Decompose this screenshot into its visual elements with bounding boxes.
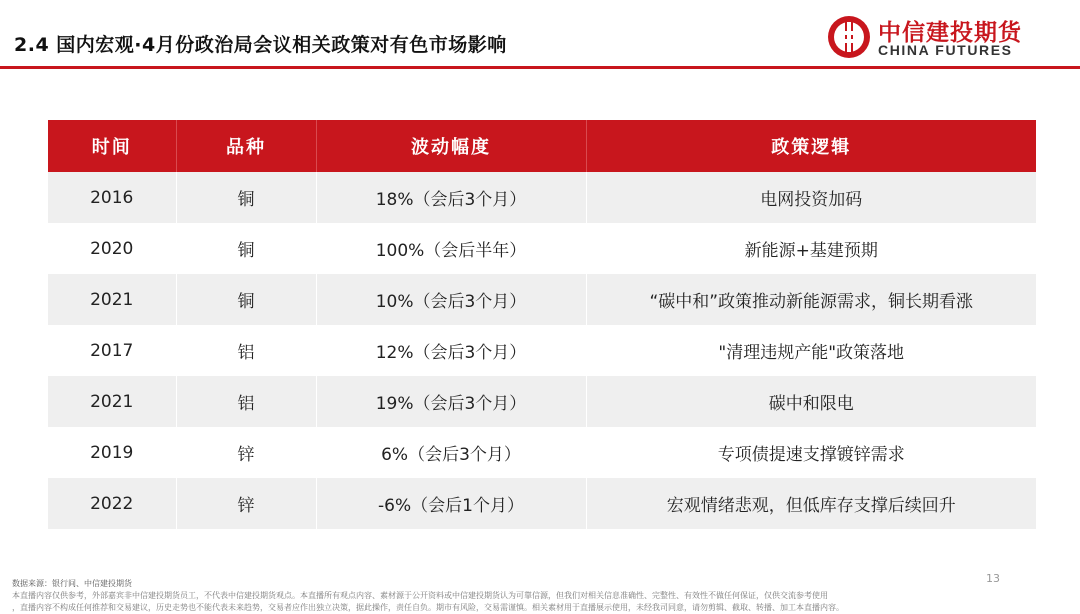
table-row [48, 427, 1036, 478]
page-number: 13 [986, 572, 1000, 585]
cell-logic: "清理违规产能"政策落地 [586, 325, 1036, 376]
disclaimer-line: 本直播内容仅供参考，外部嘉宾非中信建投期货员工，不代表中信建投期货观点。本直播所有观点内容、素材源于公开资料或中信建投期货认为可靠信源，但我们对相关信息准确性、完整性、有效性不做任何保证，仅供交流参考使用 [12, 591, 828, 600]
disclaimer-line: ，直播内容不构成任何推荐和交易建议，历史走势也不能代表未来趋势，交易者应作出独立决策，据此操作，责任自负。期市有风险，交易需谨慎。相关素材用于直播展示使用，未经我司同意，请勿剪辑、截取、转播、加工本直播内容。 [12, 603, 844, 612]
table-row [48, 223, 1036, 274]
table-row [48, 325, 1036, 376]
cell-change: 10%（会后3个月） [316, 274, 586, 325]
logo-name-en: CHINA FUTURES [878, 42, 1013, 58]
cell-year: 2019 [48, 427, 176, 478]
policy-impact-table [48, 120, 1036, 529]
cell-metal: 锌 [176, 427, 316, 478]
column-header: 波动幅度 [316, 120, 586, 172]
cell-change: -6%（会后1个月） [316, 478, 586, 529]
cell-metal: 铜 [176, 172, 316, 223]
logo-name-cn: 中信建投期货 [878, 20, 1022, 46]
table-row [48, 478, 1036, 529]
cell-year: 2021 [48, 376, 176, 427]
cell-metal: 铝 [176, 325, 316, 376]
cell-logic: 电网投资加码 [586, 172, 1036, 223]
cell-metal: 铝 [176, 376, 316, 427]
table-row [48, 172, 1036, 223]
cell-metal: 铜 [176, 274, 316, 325]
column-header: 政策逻辑 [586, 120, 1036, 172]
cell-change: 6%（会后3个月） [316, 427, 586, 478]
company-logo [826, 12, 1036, 62]
citic-logo-icon [826, 14, 872, 60]
data-source: 数据来源：银行间、中信建投期货 [12, 579, 132, 588]
cell-year: 2022 [48, 478, 176, 529]
footer-disclaimer [12, 578, 1012, 614]
cell-change: 12%（会后3个月） [316, 325, 586, 376]
cell-logic: 专项债提速支撑镀锌需求 [586, 427, 1036, 478]
header-divider [0, 66, 1080, 69]
cell-metal: 铜 [176, 223, 316, 274]
cell-metal: 锌 [176, 478, 316, 529]
cell-year: 2017 [48, 325, 176, 376]
table-row [48, 376, 1036, 427]
page-title: 2.4 国内宏观·4月份政治局会议相关政策对有色市场影响 [14, 34, 507, 56]
cell-year: 2021 [48, 274, 176, 325]
cell-change: 100%（会后半年） [316, 223, 586, 274]
column-header: 时间 [48, 120, 176, 172]
cell-year: 2016 [48, 172, 176, 223]
cell-change: 18%（会后3个月） [316, 172, 586, 223]
cell-year: 2020 [48, 223, 176, 274]
cell-logic: 宏观情绪悲观，但低库存支撑后续回升 [586, 478, 1036, 529]
column-header: 品种 [176, 120, 316, 172]
cell-change: 19%（会后3个月） [316, 376, 586, 427]
table-row [48, 274, 1036, 325]
cell-logic: 碳中和限电 [586, 376, 1036, 427]
cell-logic: “碳中和”政策推动新能源需求，铜长期看涨 [586, 274, 1036, 325]
cell-logic: 新能源+基建预期 [586, 223, 1036, 274]
table-header-row [48, 120, 1036, 172]
